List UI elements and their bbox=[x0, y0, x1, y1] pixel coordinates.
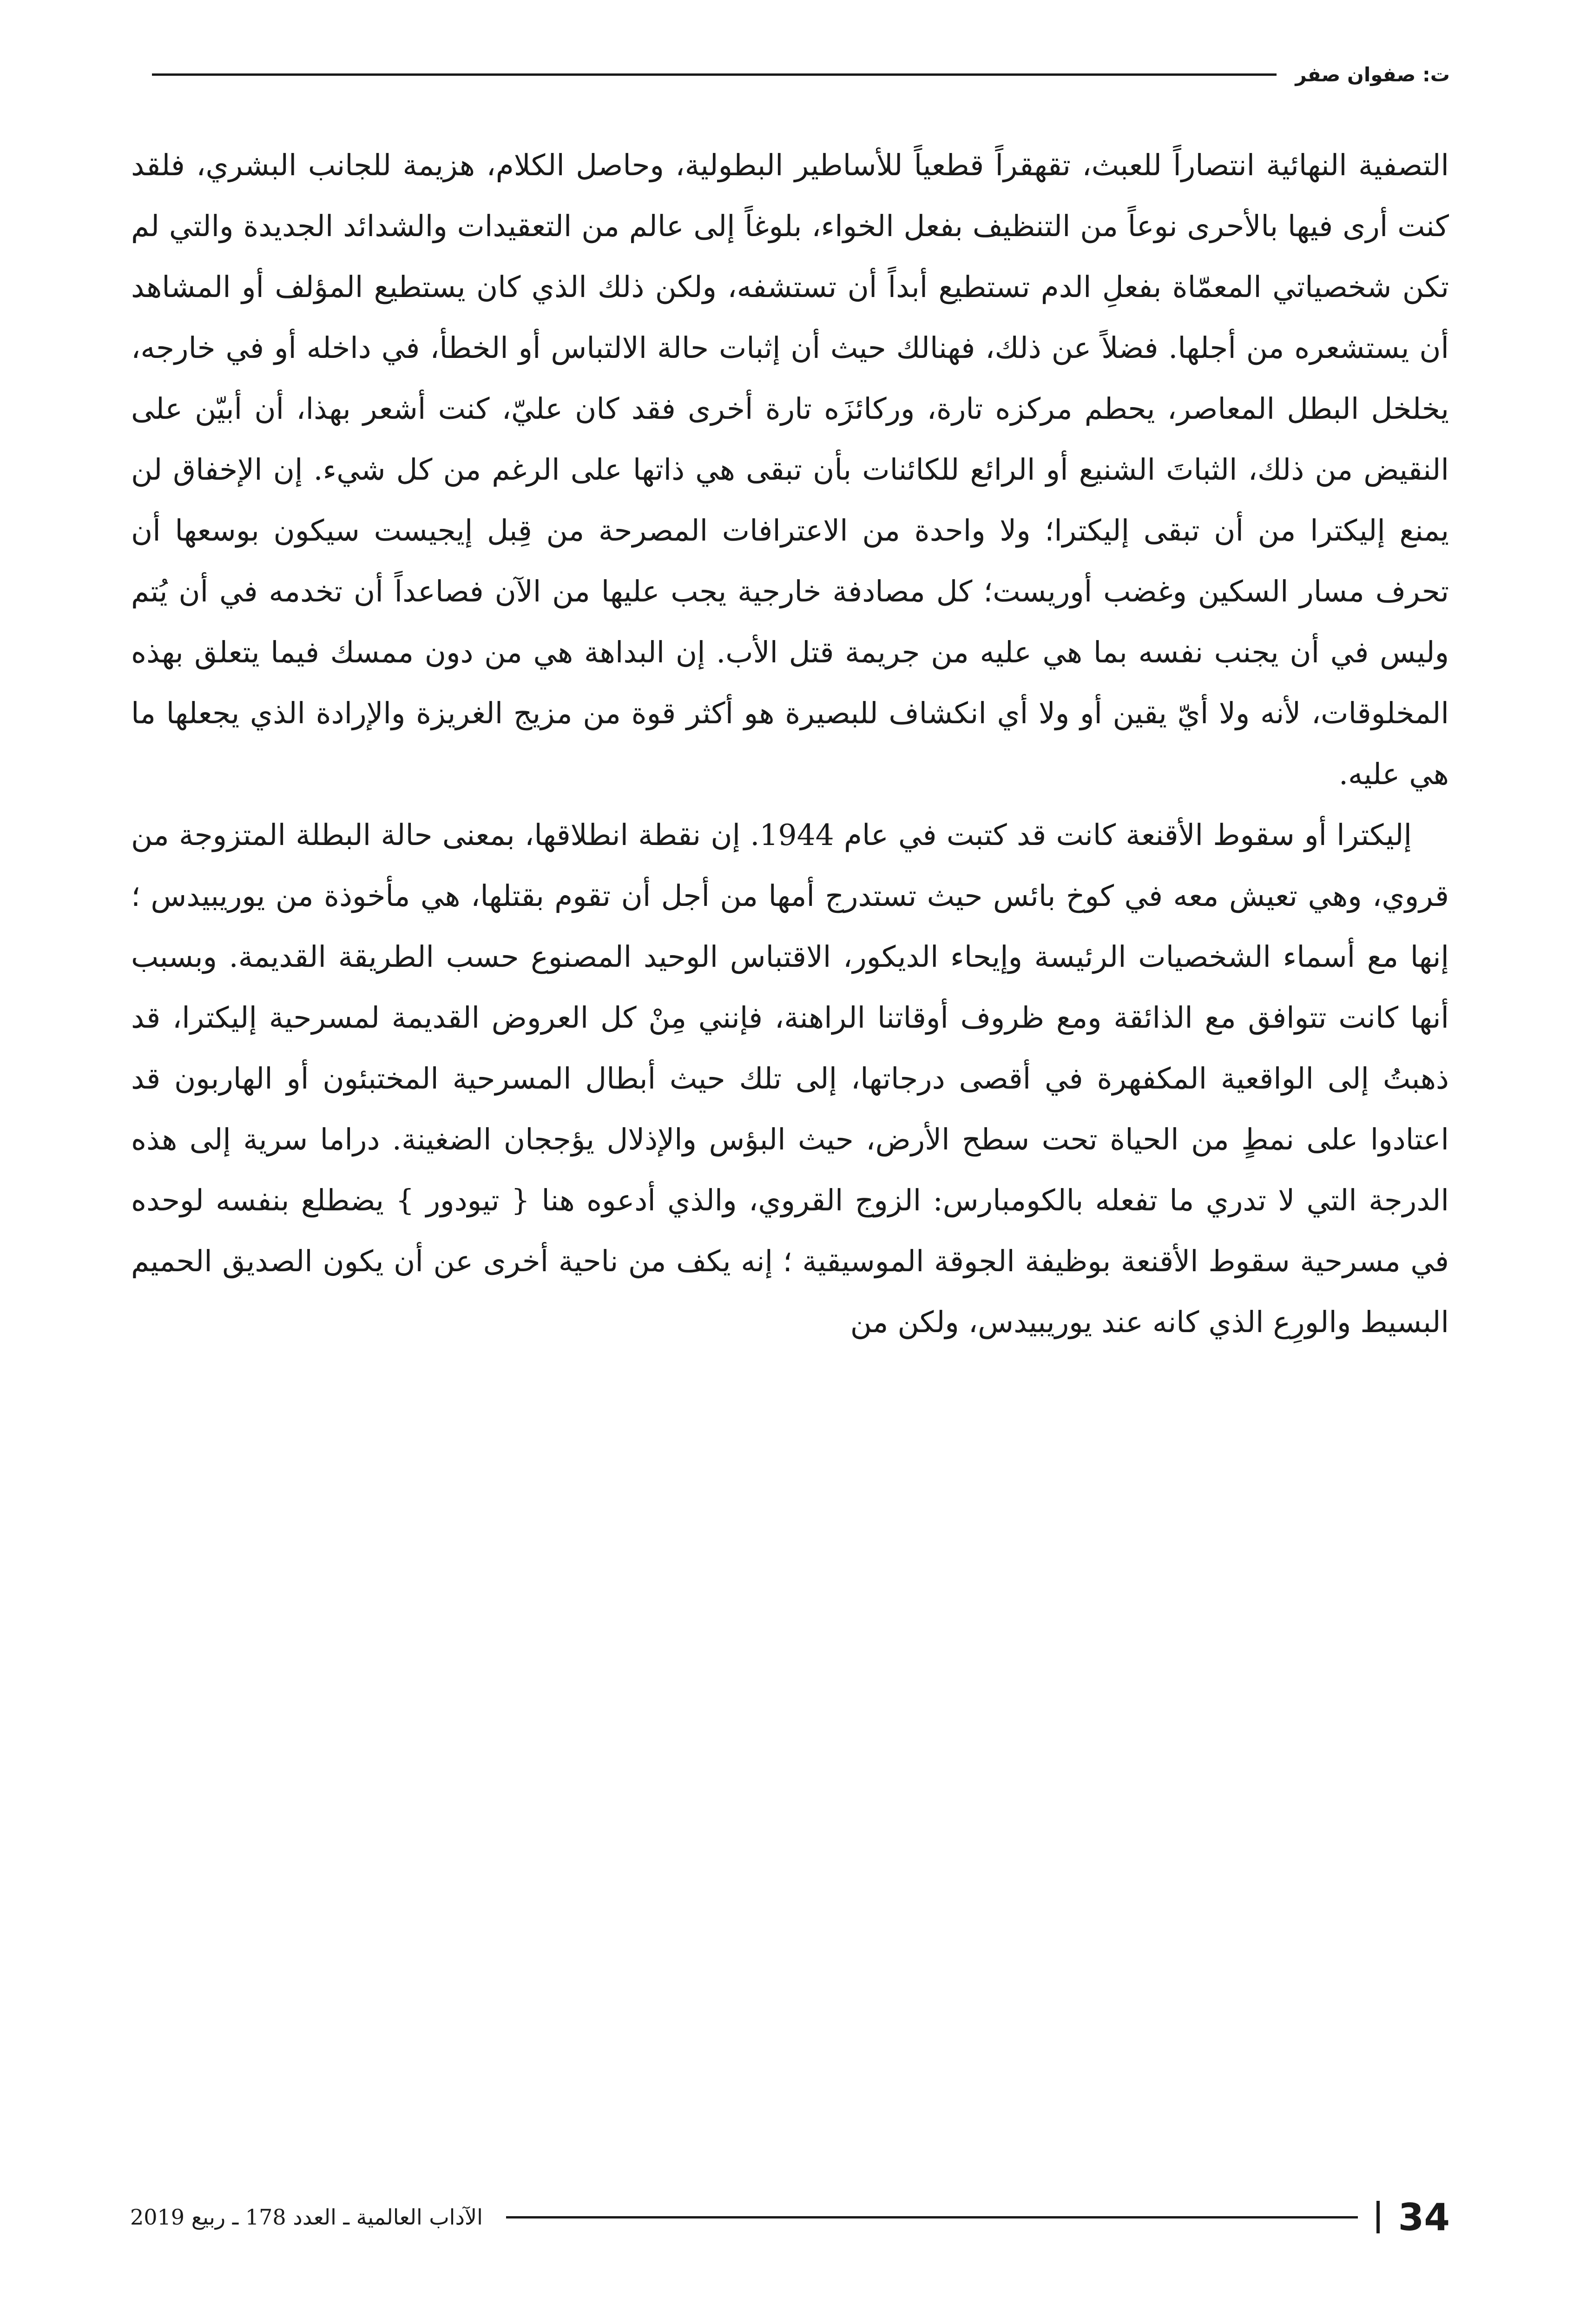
footer-separator-bar bbox=[1376, 2201, 1380, 2233]
header-rule bbox=[152, 73, 1277, 76]
running-header bbox=[130, 56, 1450, 93]
footer-rule bbox=[506, 2216, 1358, 2218]
body-paragraph: إليكترا أو سقوط الأقنعة كانت قد كتبت في عام 1944. إن نقطة انطلاقها، بمعنى حالة البطلة المتزوجة من قروي، وهي تعيش معه في كوخ بائس حيث تستدرج أمها من أجل أن تقوم بقتلها، هي مأخوذة من يوريبيدس ؛ إنها مع أسماء الشخصيات الرئيسة وإيحاء الديكور، الاقتباس الوحيد المصنوع حسب الطريقة القديمة. وبسبب أنها كانت تتوافق مع الذائقة ومع ظروف أوقاتنا الراهنة، فإنني مِنْ كل العروض القديمة لمسرحية إليكترا، قد ذهبتُ إلى الواقعية المكفهرة في أقصى درجاتها، إلى تلك حيث أبطال المسرحية المختبئون أو الهاربون قد اعتادوا على نمطٍ من الحياة تحت سطح الأرض، حيث البؤس والإذلال يؤججان الضغينة. دراما سرية إلى هذه الدرجة التي لا تدري ما تفعله بالكومبارس: الزوج القروي، والذي أدعوه هنا { تيودور } يضطلع بنفسه لوحده في مسرحية سقوط الأقنعة بوظيفة الجوقة الموسيقية ؛ إنه يكف من ناحية أخرى عن أن يكون الصديق الحميم البسيط والورِع الذي كانه عند يوريبيدس، ولكن من bbox=[131, 818, 1449, 1339]
journal-issue-label: الآداب العالمية ـ العدد 178 ـ ربيع 2019 bbox=[130, 2205, 483, 2230]
page-number: 34 bbox=[1398, 2195, 1450, 2239]
article-body bbox=[131, 135, 1449, 1353]
author-translator-label: ت: صفوان صفر bbox=[1295, 63, 1450, 86]
page-footer bbox=[130, 2192, 1450, 2243]
body-paragraph: التصفية النهائية انتصاراً للعبث، تقهقراً قطعياً للأساطير البطولية، وحاصل الكلام، هزيمة للجانب البشري، فلقد كنت أرى فيها بالأحرى نوعاً من التنظيف بفعل الخواء، بلوغاً إلى عالم من التعقيدات والشدائد الجديدة والتي لم تكن شخصياتي المعمّاة بفعلِ الدم تستطيع أبداً أن تستشفه، ولكن ذلك الذي كان يستطيع المؤلف أو المشاهد أن يستشعره من أجلها. فضلاً عن ذلك، فهنالك حيث أن إثبات حالة الالتباس أو الخطأ، في داخله أو في خارجه، يخلخل البطل المعاصر، يحطم مركزه تارة، وركائزَه تارة أخرى فقد كان عليّ، كنت أشعر بهذا، أن أبيّن على النقيض من ذلك، الثباتَ الشنيع أو الرائع للكائنات بأن تبقى هي ذاتها على الرغم من كل شيء. إن الإخفاق لن يمنع إليكترا من أن تبقى إليكترا؛ ولا واحدة من الاعترافات المصرحة من قِبل إيجيست سيكون بوسعها أن تحرف مسار السكين وغضب أوريست؛ كل مصادفة خارجية يجب عليها من الآن فصاعداً أن تخدمه في أن يُتم وليس في أن يجنب نفسه بما هي عليه من جريمة قتل الأب. إن البداهة هي من دون ممسك فيما يتعلق بهذه المخلوقات، لأنه ولا أيّ يقين أو ولا أي انكشاف للبصيرة هو أكثر قوة من مزيج الغريزة والإرادة الذي يجعلها ما هي عليه. bbox=[131, 148, 1449, 791]
